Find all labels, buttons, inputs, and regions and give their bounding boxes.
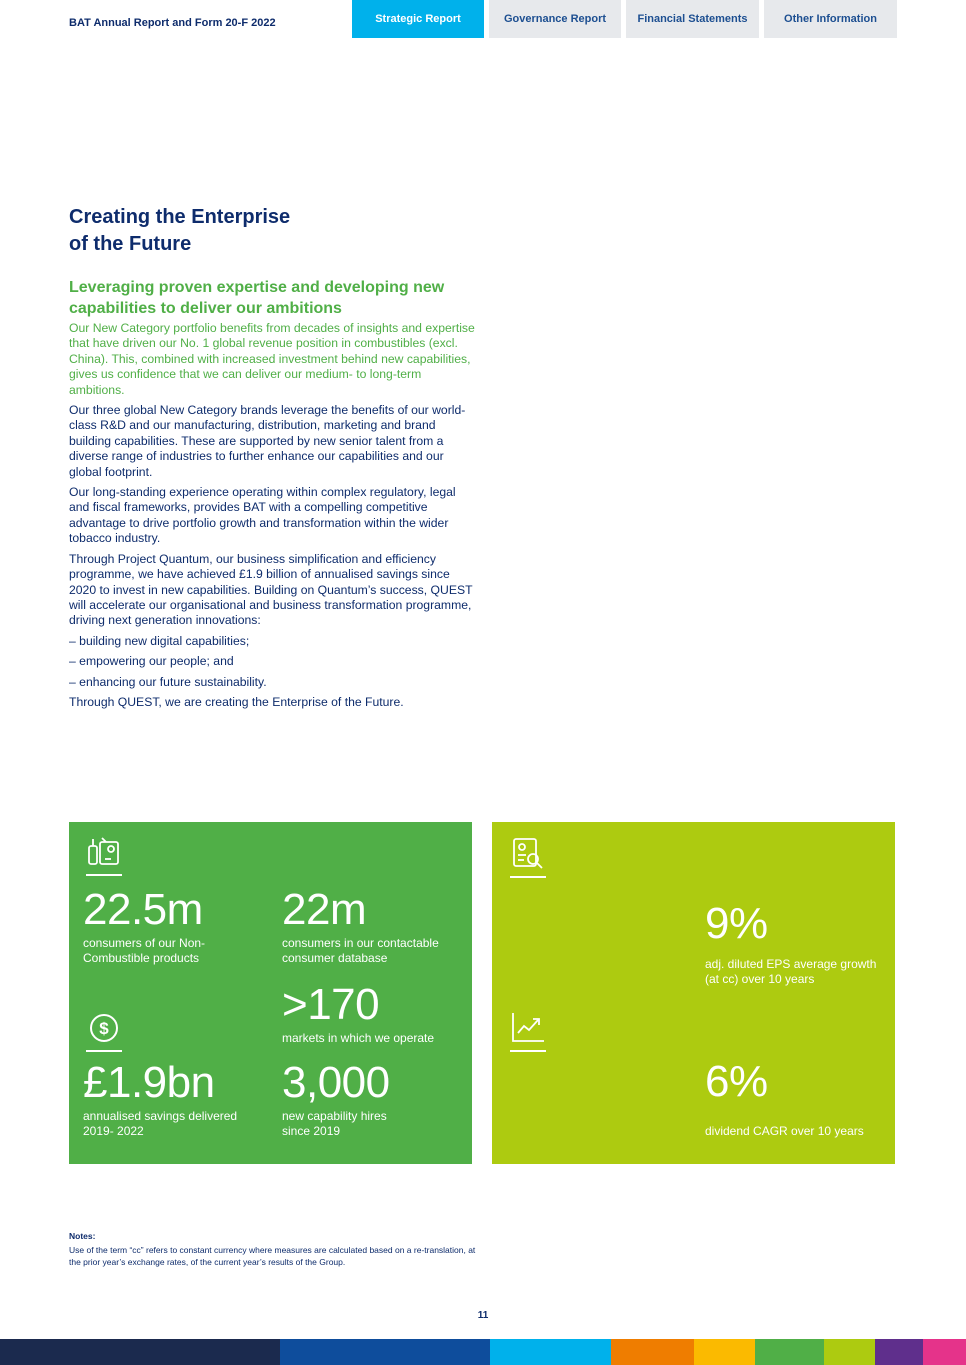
icon-divider <box>510 876 546 878</box>
stat-value: £1.9bn <box>83 1058 215 1107</box>
dollar-coin-icon <box>88 1012 120 1049</box>
icon-divider <box>86 874 122 876</box>
stat-label: consumers of our Non-Combustible products <box>83 936 206 966</box>
footer-bar-navy <box>0 1339 280 1365</box>
growth-chart-icon <box>510 1011 546 1050</box>
bullet-digital: – building new digital capabilities; <box>69 633 250 648</box>
page-number: 11 <box>477 1310 489 1321</box>
paragraph-experience: Our long-standing experience operating within complex regulatory, legal and fiscal frameworks, provides BAT with a compelling competitive advantage to drive portfolio growth and transformation within the wider tobacco industry. <box>69 485 456 546</box>
article-body <box>69 321 479 715</box>
paragraph-brands: Our three global New Category brands leverage the benefits of our world-class R&D and our manufacturing, distribution, marketing and brand building capabilities. These are supported by new senior talent from a diverse range of industries to further enhance our capabilities and our global footprint. <box>69 403 466 479</box>
stat-label: dividend CAGR over 10 years <box>705 1124 864 1138</box>
tab-other-information[interactable]: Other Information <box>764 0 897 38</box>
tab-governance-report[interactable]: Governance Report <box>489 0 621 38</box>
icon-divider <box>510 1050 546 1052</box>
svg-text:$: $ <box>99 1019 109 1038</box>
stat-contactable-consumers <box>282 885 462 967</box>
financial-stats-panel <box>492 822 895 1164</box>
stat-value: 22.5m <box>83 885 203 934</box>
report-magnifier-icon <box>510 836 546 877</box>
intro-paragraph: Our New Category portfolio benefits from decades of insights and expertise that have driven our No. 1 global revenue position in combustibles (excl. China). This, combined with increased investment behind new capabilities, gives us confidence that we can deliver our medium- to long-term ambitions. <box>69 321 475 397</box>
stat-label: new capability hires since 2019 <box>282 1109 387 1139</box>
bullet-sustainability: – enhancing our future sustainability. <box>69 674 267 689</box>
stat-capability-hires <box>282 1058 407 1140</box>
paragraph-quantum: Through Project Quantum, our business simplification and efficiency programme, we have achieved £1.9 billion of annualised savings since 2020 to invest in new capabilities. Building on Quantum’s success, QUEST will accelerate our organisational and business transformation programme, driving next generation innovations: <box>69 551 473 628</box>
tab-financial-statements[interactable]: Financial Statements <box>626 0 759 38</box>
tab-strategic-report[interactable]: Strategic Report <box>352 0 484 38</box>
section-subheading: Leveraging proven expertise and developing new capabilities to deliver our ambitions <box>69 279 445 317</box>
stat-label: adj. diluted EPS average growth (at cc) over 10 years <box>705 957 877 987</box>
page-title-line-2: of the Future <box>69 233 192 255</box>
notes-text: Use of the term “cc” refers to constant currency where measures are calculated based on a re-translation, at the prior year’s exchange rates, of the current year’s results of the Group. <box>69 1245 476 1267</box>
stat-dividend-cagr <box>705 1057 895 1139</box>
stat-markets <box>282 980 472 1046</box>
stat-label: annualised savings delivered 2019- 2022 <box>83 1109 238 1139</box>
page-title <box>69 204 290 258</box>
bullet-people: – empowering our people; and <box>69 654 234 669</box>
stat-label: consumers in our contactable consumer database <box>282 936 439 966</box>
document-title: BAT Annual Report and Form 20-F 2022 <box>69 17 276 29</box>
stat-value: >170 <box>282 980 380 1029</box>
notes-title: Notes: <box>69 1231 96 1241</box>
footer-bar-purple <box>875 1339 923 1365</box>
stat-annualised-savings <box>83 1058 258 1140</box>
footer-bar-yellow <box>694 1339 755 1365</box>
footer-bar-green <box>755 1339 824 1365</box>
capabilities-stats-panel <box>69 822 472 1164</box>
stat-value: 6% <box>705 1057 768 1106</box>
footer-bar-blue <box>280 1339 490 1365</box>
page-title-line-1: Creating the Enterprise <box>69 206 291 228</box>
stat-value: 22m <box>282 885 367 934</box>
consumer-products-icon <box>86 836 122 875</box>
footer-bar-pink <box>923 1339 966 1365</box>
closing-paragraph: Through QUEST, we are creating the Enterprise of the Future. <box>69 694 404 709</box>
footer-bar-orange <box>611 1339 694 1365</box>
stat-value: 3,000 <box>282 1058 390 1107</box>
stat-consumers-non-combustible <box>83 885 233 967</box>
stat-label: markets in which we operate <box>282 1031 435 1045</box>
footer-bar-cyan <box>490 1339 611 1365</box>
footer-bar-lime <box>824 1339 875 1365</box>
icon-divider <box>86 1050 122 1052</box>
stat-value: 9% <box>705 899 768 948</box>
stat-eps-growth <box>705 899 880 988</box>
